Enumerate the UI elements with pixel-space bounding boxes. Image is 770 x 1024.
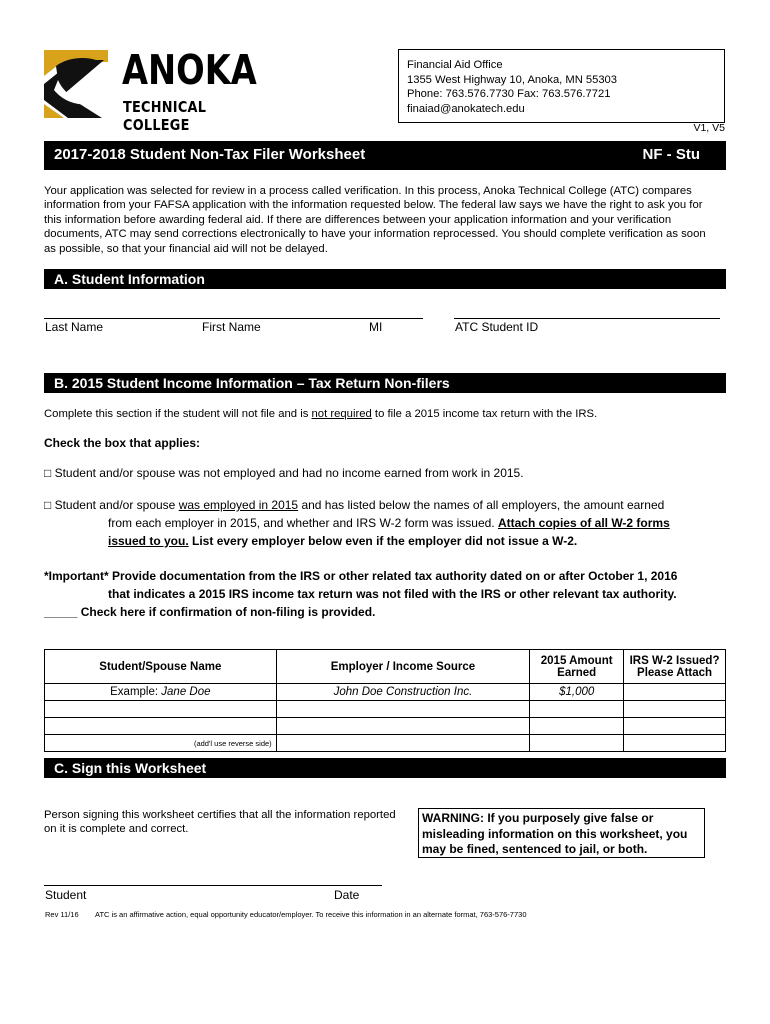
college-logo-subtitle: TECHNICAL COLLEGE	[123, 98, 207, 134]
table-row[interactable]	[45, 735, 726, 752]
form-version: V1, V5	[693, 122, 725, 134]
col-amount-header: 2015 Amount Earned	[530, 650, 624, 684]
additional-use-reverse-note: (add'l use reverse side)	[45, 735, 277, 752]
col-name-header: Student/Spouse Name	[45, 650, 277, 684]
income-table-header	[45, 650, 726, 684]
certification-statement: Person signing this worksheet certifies that all the information reported on it is complete and correct.	[44, 809, 396, 836]
college-logo-name: ANOKA	[122, 46, 257, 94]
check-box-prompt: Check the box that applies:	[44, 436, 201, 450]
name-line[interactable]	[44, 318, 423, 319]
warning-box: WARNING: If you purposely give false or misleading information on this worksheet, you may be fined, sentenced to jail, or both.	[418, 808, 705, 858]
office-email: finaiad@anokatech.edu	[407, 102, 525, 115]
section-a-header: A. Student Information	[44, 269, 726, 289]
office-contact-box	[398, 49, 725, 123]
date-label: Date	[334, 888, 360, 902]
first-name-label: First Name	[202, 320, 261, 334]
revision-date: Rev 11/16	[45, 910, 79, 919]
worksheet-title: 2017-2018 Student Non-Tax Filer Worksheet	[54, 146, 366, 163]
signature-line[interactable]	[44, 885, 382, 886]
option-employed-checkbox[interactable]: □	[44, 498, 52, 512]
student-id-line[interactable]	[454, 318, 720, 319]
section-c-header: C. Sign this Worksheet	[44, 758, 726, 778]
worksheet-code: NF - Stu	[642, 146, 700, 163]
intro-paragraph: Your application was selected for review in a process called verification. In this process, Anoka Technical College (ATC) compares information from your FAFSA application with the information requested below. The federal law says we have the right to ask you for this information before awarding federal aid. If there are differences between your application information and your verification documents, ATC may send corrections electronically to have your information reprocessed. You should complete verification as soon as possible, so that your financial aid will not be delayed.	[44, 185, 706, 255]
example-amount: $1,000	[530, 684, 624, 701]
option-not-employed-checkbox[interactable]: □	[44, 466, 52, 480]
table-row[interactable]	[45, 718, 726, 735]
section-b-instructions: Complete this section if the student will not file and is not required to file a 2015 income tax return with the IRS.	[44, 408, 598, 420]
table-row-example	[45, 684, 726, 701]
col-w2-header: IRS W-2 Issued? Please Attach	[624, 650, 726, 684]
example-name: Example: Jane Doe	[45, 684, 277, 701]
option-employed: □ Student and/or spouse was employed in 2015 and has listed below the names of all employers, the amount earned from each employer in 2015, and whether and IRS W-2 form was issued. Attach copies of all W-2 forms issued to you. List every employer below even if the employer did not issue a W-2.	[44, 498, 670, 548]
important-note: *Important* Provide documentation from the IRS or other related tax authority dated on or after October 1, 2016 that indicates a 2015 IRS income tax return was not filed with the IRS or other relevant tax authority. _____ Check here if confirmation of non-filing is provided.	[44, 569, 678, 619]
table-row[interactable]	[45, 701, 726, 718]
non-filing-confirmation-blank[interactable]: _____	[44, 605, 78, 619]
worksheet-title-bar	[44, 141, 726, 170]
student-signature-label: Student	[45, 888, 87, 902]
income-table	[44, 649, 726, 752]
example-employer: John Doe Construction Inc.	[276, 684, 530, 701]
eeo-statement: ATC is an affirmative action, equal opportunity educator/employer. To receive this information in an alternate format, 763-576-7730	[95, 910, 527, 919]
mi-label: MI	[369, 320, 383, 334]
last-name-label: Last Name	[45, 320, 104, 334]
office-address: 1355 West Highway 10, Anoka, MN 55303	[407, 73, 617, 86]
office-phone: Phone: 763.576.7730 Fax: 763.576.7721	[407, 88, 611, 101]
option-not-employed: □ Student and/or spouse was not employed and had no income earned from work in 2015.	[44, 466, 524, 480]
office-name: Financial Aid Office	[407, 59, 503, 71]
college-logo	[44, 46, 259, 134]
col-employer-header: Employer / Income Source	[276, 650, 530, 684]
college-logo-mark	[44, 46, 108, 118]
section-b-header: B. 2015 Student Income Information – Tax Return Non-filers	[44, 373, 726, 393]
student-id-label: ATC Student ID	[455, 320, 539, 334]
example-w2	[624, 684, 726, 701]
